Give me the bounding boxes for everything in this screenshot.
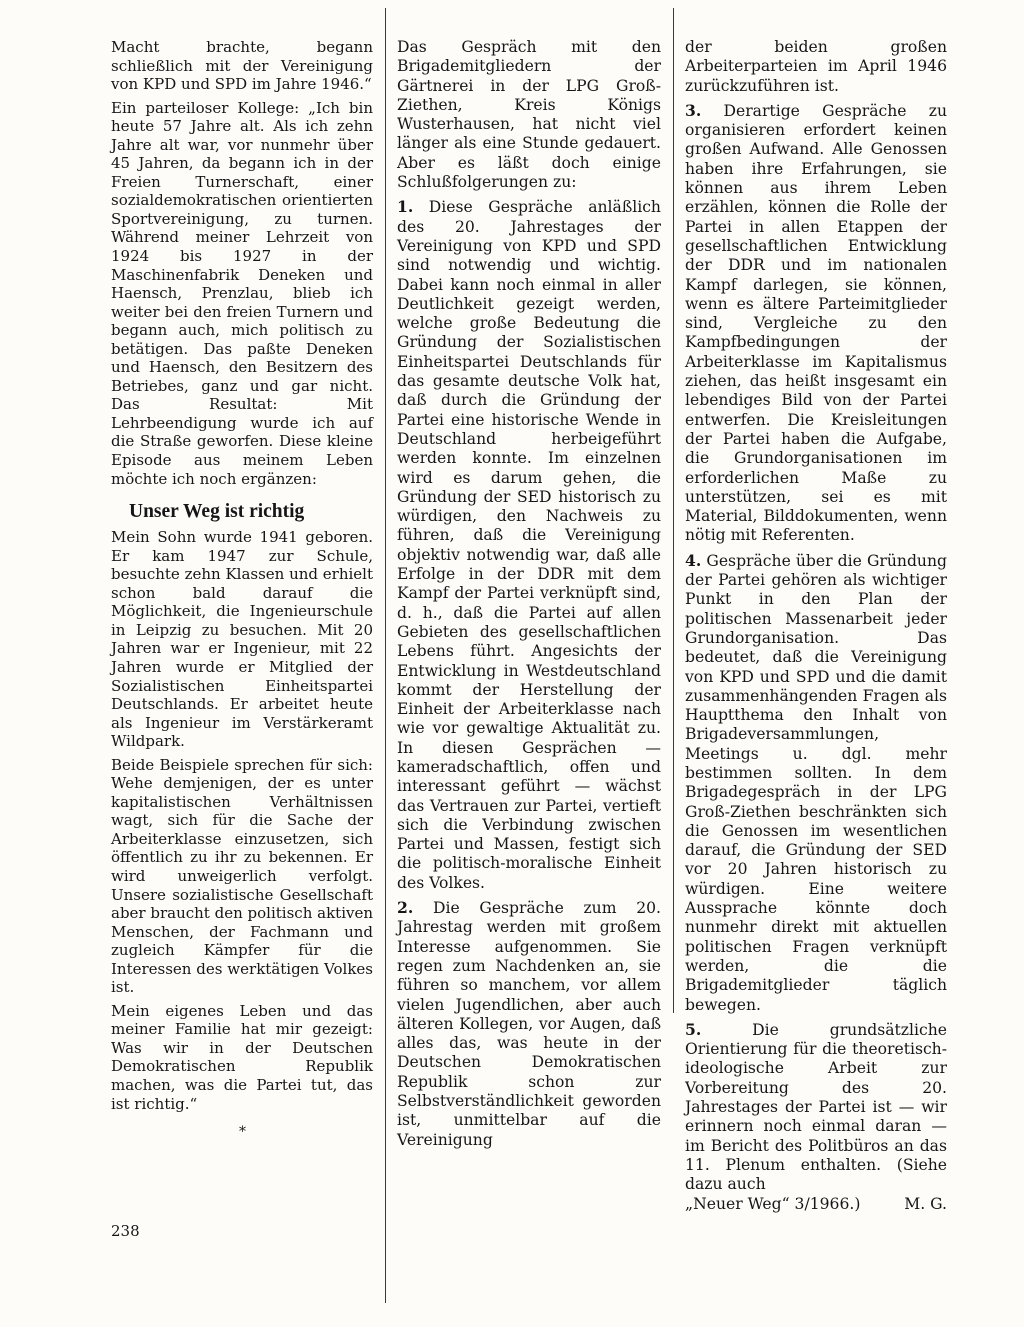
numbered-item [397,898,661,1150]
reference: „Neuer Weg“ 3/1966.) [685,1194,861,1213]
item-number: 5. [685,1019,702,1039]
numbered-item [685,551,947,1015]
item-number: 1. [397,197,414,217]
column-1 [111,38,373,1142]
column-divider [673,8,674,1013]
item-text: Gespräche über die Gründung der Partei gehören als wichtiger Punkt in den Plan der politischen Massenarbeit jeder Grundorganisation. Das bedeutet, daß die Vereinigung von KPD und SPD und die damit zusammenhängenden Fragen als Hauptthema den Inhalt von Brigadeversammlungen, Meetings u. dgl. mehr bestimmen sollten. In dem Brigadegespräch in der LPG Groß-Ziethen beschränkten sich die Genossen im wesentlichen darauf, die Gründung der SED vor 20 Jahren historisch zu würdigen. Eine weitere Aussprache könnte doch nunmehr direkt mit aktuellen politischen Fragen verknüpft werden, die die Brigademitglieder täglich bewegen. [685,551,947,1014]
section-heading: Unser Weg ist richtig [129,501,305,523]
author-signature: M. G. [904,1194,947,1213]
paragraph: Mein Sohn wurde 1941 geboren. Er kam 1947 zur Schule, besuchte zehn Klassen und erhielt schon bald darauf die Möglichkeit, die Ingenieurschule in Leipzig zu besuchen. Mit 20 Jahren war er Ingenieur, mit 22 Jahren wurde er Mitglied der Sozialistischen Einheitspartei Deutschlands. Er arbeitet heute als Ingenieur im Verstärkeramt Wildpark. [111,528,373,751]
item-text: Die Gespräche zum 20. Jahrestag werden mit großem Interesse aufgenommen. Sie regen zum Nachdenken an, sie führen so manchem, vor allem vielen Jugendlichen, aber auch älteren Kollegen, vor Augen, daß alles das, was heute in der Deutschen Demokratischen Republik schon zur Selbstverständlichkeit geworden ist, unmittelbar auf die Vereinigung [397,899,661,1149]
item-text: Derartige Gespräche zu organisieren erfordert keinen großen Aufwand. Alle Genossen haben ihre Erfahrungen, sie können aus ihrem Leben erzählen, können die Rolle der Partei in allen Etappen der gesellschaftlichen Entwicklung der DDR und im nationalen Kampf darlegen, sie können, wenn es ältere Parteimitglieder sind, Vergleiche zu den Kampfbedingungen der Arbeiterklasse im Kapitalismus ziehen, das heißt insgesamt ein lebendiges Bild von der Partei entwerfen. Die Kreisleitungen der Partei haben die Aufgabe, die Grundorganisationen im erforderlichen Maße zu unterstützen, sei es mit Material, Bilddokumenten, wenn nötig mit Referenten. [685,101,947,545]
item-text: Die grundsätzliche Orientierung für die theoretisch-ideologische Arbeit zur Vorbereitung des 20. Jahrestages der Partei ist — wir erinnern noch einmal daran — im Bericht des Politbüros an das 11. Plenum enthalten. (Siehe dazu auch [685,1020,947,1194]
section-separator: * [239,1124,246,1141]
column-2 [397,38,661,1155]
page-number: 238 [111,1222,140,1240]
item-number: 4. [685,550,702,570]
numbered-item [685,1020,947,1195]
reference-line [685,1195,947,1214]
item-text: Diese Gespräche anläßlich des 20. Jahrestages der Vereinigung von KPD und SPD sind notwendig und wichtig. Dabei kann noch einmal in aller Deutlichkeit gezeigt werden, welche große Bedeutung die Gründung der Sozialistischen Einheitspartei Deutschlands für das gesamte deutsche Volk hat, daß durch die Gründung der Partei eine historische Wende in Deutschland herbeigeführt werden konnte. Im einzelnen wird es darum gehen, die Gründung der SED historisch zu würdigen, den Nachweis zu führen, daß die Vereinigung objektiv notwendig war, daß alle Erfolge in der DDR mit dem Kampf der Partei verknüpft sind, d. h., daß die Partei auf allen Gebieten des gesellschaftlichen Lebens führt. Angesichts der Entwicklung in Westdeutschland kommt der Herstellung der Einheit der Arbeiterklasse nach wie vor gewaltige Aktualität zu. In diesen Gesprächen — kameradschaftlich, offen und interessant geführt — wächst das Vertrauen zur Partei, vertieft sich die Verbindung zwischen Partei und Massen, festigt sich die politisch-moralische Einheit des Volkes. [397,198,661,892]
column-3 [685,38,947,1214]
paragraph: Mein eigenes Leben und das meiner Familie hat mir gezeigt: Was wir in der Deutschen Demokratischen Republik machen, was die Partei tut, das ist richtig.“ [111,1001,373,1113]
item-number: 3. [685,100,702,120]
column-divider [385,8,386,1303]
paragraph: Das Gespräch mit den Brigademitgliedern der Gärtnerei in der LPG Groß-Ziethen, Kreis Königs Wusterhausen, hat nicht viel länger als eine Stunde gedauert. Aber es läßt doch einige Schlußfolgerungen zu: [397,38,661,192]
item-number: 2. [397,898,414,918]
numbered-item [397,197,661,893]
numbered-item [685,101,947,546]
paragraph: Beide Beispiele sprechen für sich: Wehe demjenigen, der es unter kapitalistischen Verhältnissen wagt, sich für die Sache der Arbeiterklasse einzusetzen, sich öffentlich zu ihr zu bekennen. Er wird unweigerlich verfolgt. Unsere sozialistische Gesellschaft aber braucht den politisch aktiven Menschen, der Fachmann und zugleich Kämpfer für die Interessen des werktätigen Volkes ist. [111,755,373,997]
paragraph: Ein parteiloser Kollege: „Ich bin heute 57 Jahre alt. Als ich zehn Jahre alt war, vor nunmehr über 45 Jahren, da begann ich in der Freien Turnerschaft, einer sozialdemokratischen orientierten Sportvereinigung, zu turnen. Während meiner Lehrzeit von 1924 bis 1927 in der Maschinenfabrik Deneken und Haensch, Prenzlau, blieb ich weiter bei den freien Turnern und begann auch, mich politisch zu betätigen. Das paßte Deneken und Haensch, den Besitzern des Betriebes, ganz und gar nicht. Das Resultat: Mit Lehrbeendigung wurde ich auf die Straße geworfen. Diese kleine Episode aus meinem Leben möchte ich noch ergänzen: [111,98,373,488]
paragraph: Macht brachte, begann schließlich mit der Vereinigung von KPD und SPD im Jahre 1946.“ [111,38,373,94]
paragraph: der beiden großen Arbeiterparteien im April 1946 zurückzuführen ist. [685,38,947,95]
